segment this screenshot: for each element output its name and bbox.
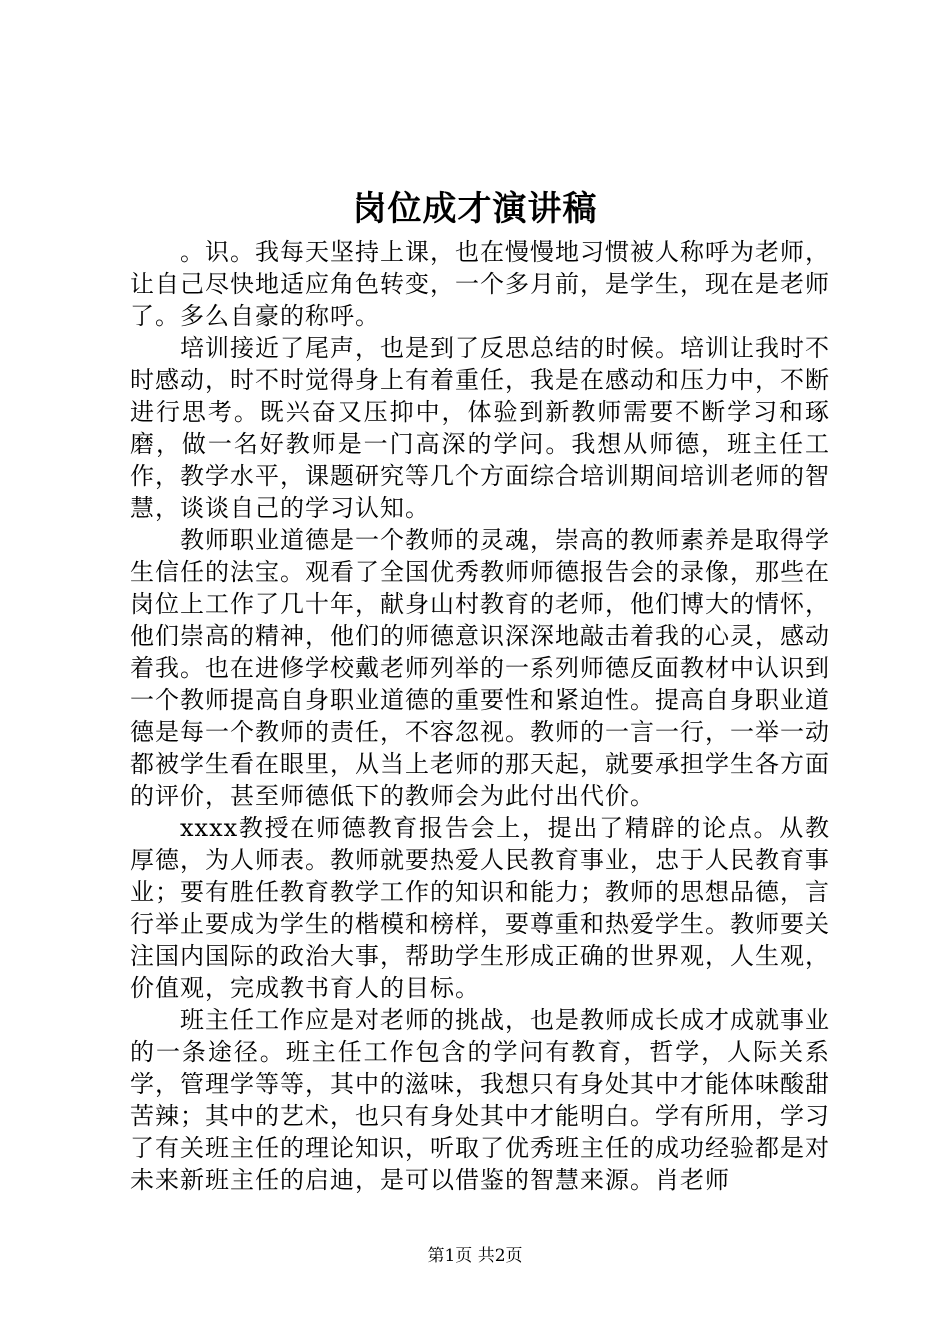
page-footer: 第1页 共2页 (427, 1246, 523, 1266)
paragraph: 。识。我每天坚持上课，也在慢慢地习惯被人称呼为老师，让自己尽快地适应角色转变，一个多月前，是学生，现在是老师了。多么自豪的称呼。 (130, 238, 830, 330)
paragraph: 教师职业道德是一个教师的灵魂，崇高的教师素养是取得学生信任的法宝。观看了全国优秀教师师德报告会的录像，那些在岗位上工作了几十年，献身山村教育的老师，他们博大的情怀，他们崇高的精神，他们的师德意识深深地敲击着我的心灵，感动着我。也在进修学校戴老师列举的一系列师德反面教材中认识到一个教师提高自身职业道德的重要性和紧迫性。提高自身职业道德是每一个教师的责任，不容忽视。教师的一言一行，一举一动都被学生看在眼里，从当上老师的那天起，就要承担学生各方面的评价，甚至师德低下的教师会为此付出代价。 (130, 526, 830, 810)
paragraph: 班主任工作应是对老师的挑战，也是教师成长成才成就事业的一条途径。班主任工作包含的学问有教育，哲学，人际关系学，管理学等等，其中的滋味，我想只有身处其中才能体味酸甜苦辣；其中的艺术，也只有身处其中才能明白。学有所用，学习了有关班主任的理论知识，听取了优秀班主任的成功经验都是对未来新班主任的启迪，是可以借鉴的智慧来源。肖老师 (130, 1006, 830, 1194)
paragraph: 培训接近了尾声，也是到了反思总结的时候。培训让我时不时感动，时不时觉得身上有着重任，我是在感动和压力中，不断进行思考。既兴奋又压抑中，体验到新教师需要不断学习和琢磨，做一名好教师是一门高深的学问。我想从师德，班主任工作，教学水平，课题研究等几个方面综合培训期间培训老师的智慧，谈谈自己的学习认知。 (130, 334, 830, 522)
document-body (130, 236, 830, 1196)
paragraph: xxxx教授在师德教育报告会上，提出了精辟的论点。从教厚德，为人师表。教师就要热爱人民教育事业，忠于人民教育事业；要有胜任教育教学工作的知识和能力；教师的思想品德，言行举止要成为学生的楷模和榜样，要尊重和热爱学生。教师要关注国内国际的政治大事，帮助学生形成正确的世界观，人生观，价值观，完成教书育人的目标。 (130, 814, 830, 1002)
document-title: 岗位成才演讲稿 (352, 189, 598, 229)
